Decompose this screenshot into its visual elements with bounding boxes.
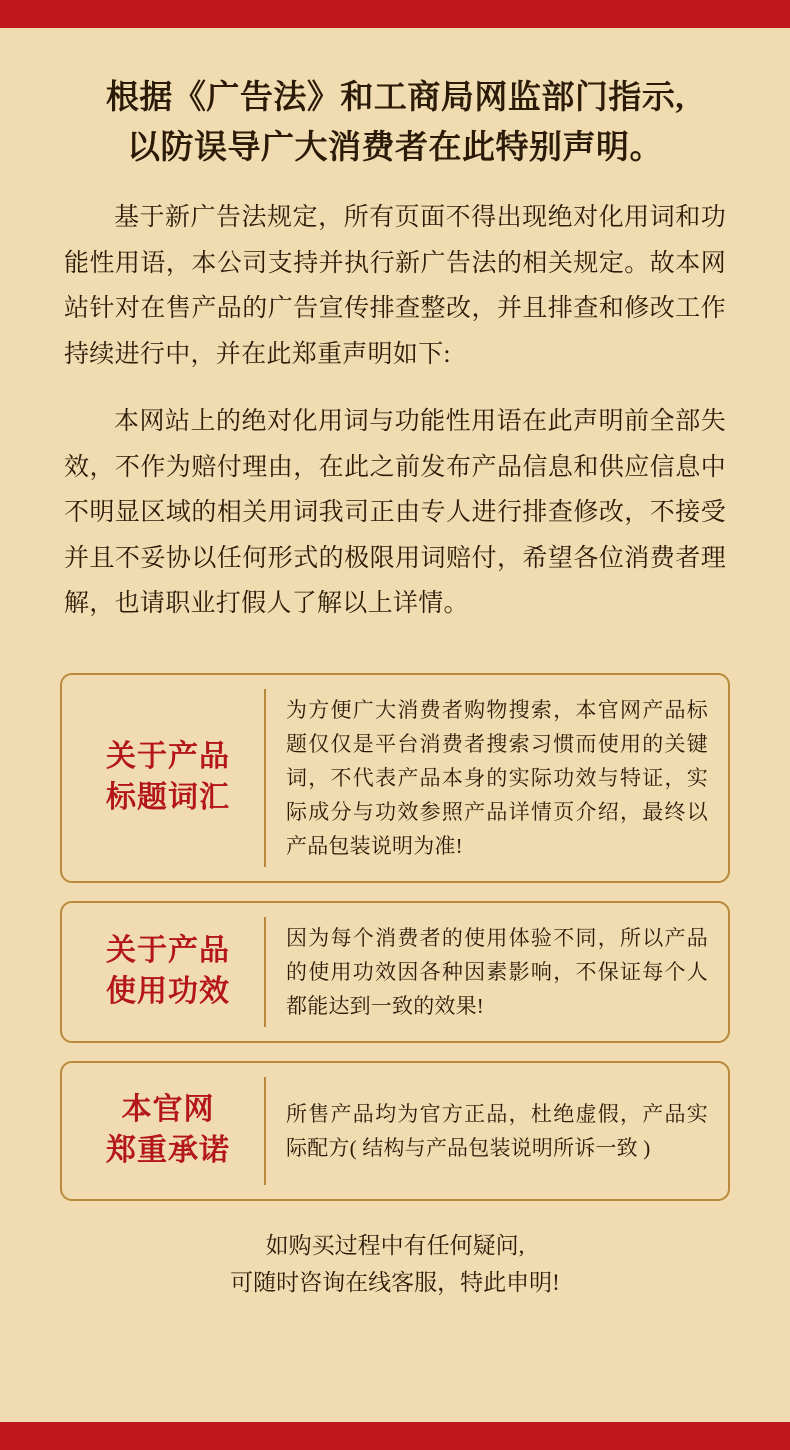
card-product-title-terms xyxy=(60,673,730,883)
card-title-line-2: 郑重承诺 xyxy=(106,1133,230,1167)
page-title-line-1: 根据《广告法》和工商局网监部门指示, xyxy=(105,80,685,116)
card-title-line-2: 标题词汇 xyxy=(106,780,230,814)
card-title-line-1: 本官网 xyxy=(121,1093,215,1127)
page-title xyxy=(60,74,730,173)
card-product-efficacy xyxy=(60,901,730,1043)
card-body: 为方便广大消费者购物搜索，本官网产品标题仅仅是平台消费者搜索习惯而使用的关键词，不代表产品本身的实际功效与特证，实际成分与功效参照产品详情页介绍，最终以产品包装说明为准! xyxy=(286,697,708,858)
card-title-line-2: 使用功效 xyxy=(106,974,230,1008)
card-title xyxy=(72,917,266,1027)
card-body: 所售产品均为官方正品，杜绝虚假，产品实际配方( 结构与产品包装说明所诉一致 ) xyxy=(286,1101,708,1160)
footer-line-1: 如购买过程中有任何疑问, xyxy=(265,1232,525,1258)
statement-panel xyxy=(0,28,790,1422)
card-title xyxy=(72,689,266,867)
footer-line-2: 可随时咨询在线客服，特此申明! xyxy=(230,1269,560,1295)
footer-note xyxy=(60,1227,730,1302)
page-title-line-2: 以防误导广大消费者在此特别声明。 xyxy=(127,129,663,166)
card-official-promise xyxy=(60,1061,730,1201)
statement-cards xyxy=(60,673,730,1201)
card-title-line-1: 关于产品 xyxy=(106,934,230,968)
paragraph-2: 本网站上的绝对化用词与功能性用语在此声明前全部失效，不作为赔付理由，在此之前发布产品信息和供应信息中不明显区域的相关用词我司正由专人进行排查修改，不接受并且不妥协以任何形式的极限用词赔付，希望各位消费者理解，也请职业打假人了解以上详情。 xyxy=(64,408,726,617)
card-body: 因为每个消费者的使用体验不同，所以产品的使用功效因各种因素影响，不保证每个人都能达到一致的效果! xyxy=(286,925,708,1018)
card-title-line-1: 关于产品 xyxy=(106,740,230,774)
card-title xyxy=(72,1077,266,1185)
paragraph-1: 基于新广告法规定，所有页面不得出现绝对化用词和功能性用语，本公司支持并执行新广告法的相关规定。故本网站针对在售产品的广告宣传排查整改，并且排查和修改工作持续进行中，并在此郑重声明如下: xyxy=(64,204,726,368)
